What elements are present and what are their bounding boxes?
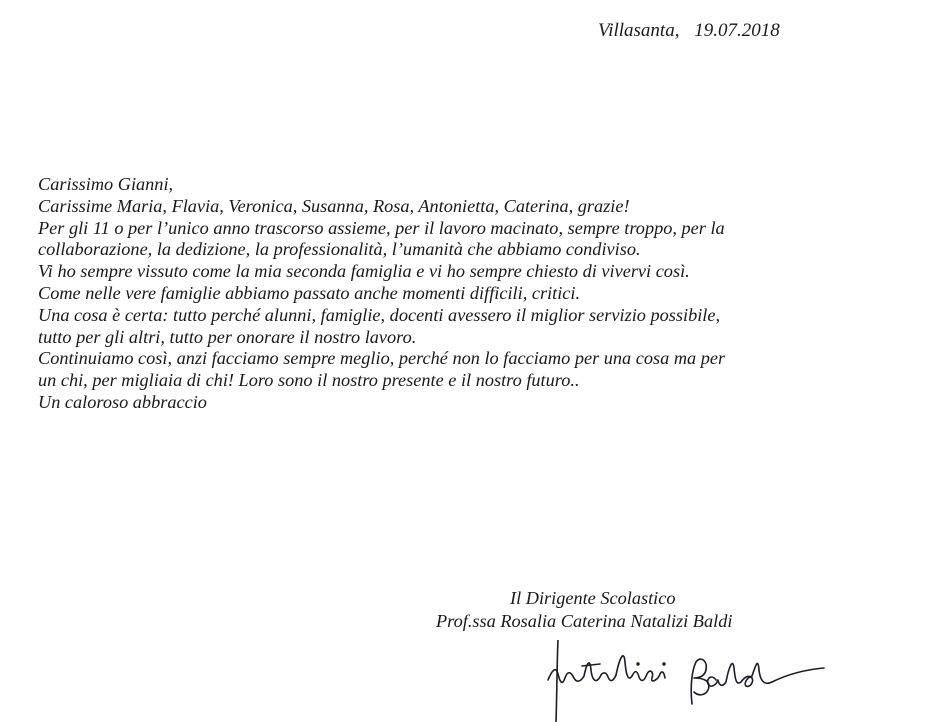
letter-body (38, 174, 918, 414)
signer-name: Prof.ssa Rosalia Caterina Natalizi Baldi (436, 611, 733, 631)
body-line: Una cosa è certa: tutto perché alunni, famiglie, docenti avessero il miglior servizio possibile, (38, 304, 721, 325)
salutation: Carissimo Gianni, (38, 174, 174, 194)
body-line: Vi ho sempre vissuto come la mia seconda famiglia e vi ho sempre chiesto di vivervi così. (38, 261, 690, 282)
letter-date: 19.07.2018 (694, 20, 780, 41)
closing-line: Un caloroso abbraccio (38, 391, 207, 412)
signature-block (436, 587, 816, 633)
place-name: Villasanta, (598, 20, 680, 41)
body-line: collaborazione, la dedizione, la professionalità, l’umanità che abbiamo condiviso. (38, 239, 641, 260)
body-line: Continuiamo così, anzi facciamo sempre meglio, perché non lo facciamo per una cosa ma per (38, 348, 726, 369)
body-line: Come nelle vere famiglie abbiamo passato anche momenti difficili, critici. (38, 282, 581, 303)
date-line (598, 20, 780, 42)
signer-role: Il Dirigente Scolastico (510, 588, 676, 608)
handwritten-signature (540, 640, 880, 722)
body-line: Per gli 11 o per l’unico anno trascorso assieme, per il lavoro macinato, sempre troppo, per la (38, 217, 725, 238)
body-line: un chi, per migliaia di chi! Loro sono il nostro presente e il nostro futuro.. (38, 370, 580, 391)
body-line: Carissime Maria, Flavia, Veronica, Susanna, Rosa, Antonietta, Caterina, grazie! (38, 195, 630, 216)
body-line: tutto per gli altri, tutto per onorare il nostro lavoro. (38, 326, 417, 347)
